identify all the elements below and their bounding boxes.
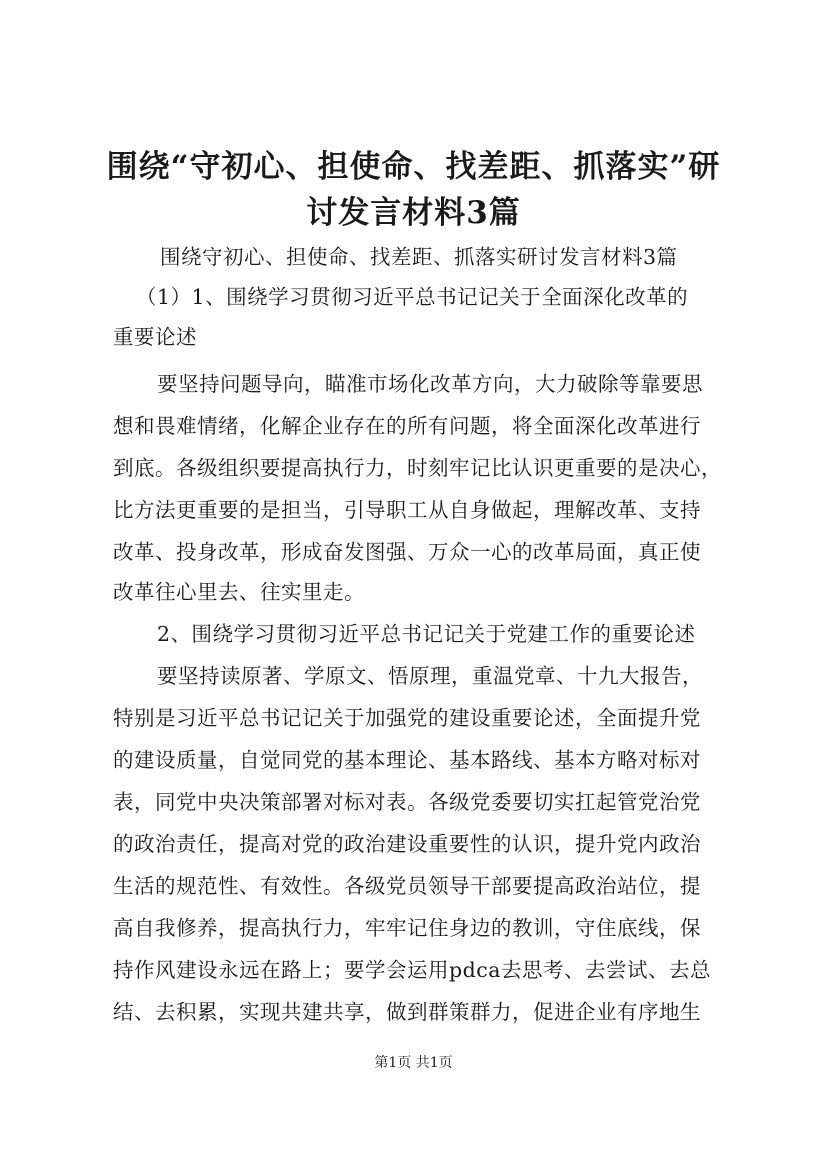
paragraph-line: 要坚持读原著、学原文、悟原理，重温党章、十九大报告， bbox=[157, 664, 703, 688]
paragraph-line: 到底。各级组织要提高执行力，时刻牢记比认识更重要的是决心， bbox=[113, 456, 722, 480]
subtitle-line: 围绕守初心、担使命、找差距、抓落实研讨发言材料3篇 bbox=[160, 245, 678, 269]
paragraph-line: 生活的规范性、有效性。各级党员领导干部要提高政治站位，提 bbox=[113, 874, 701, 898]
paragraph-line: 比方法更重要的是担当，引导职工从自身做起，理解改革、支持 bbox=[113, 498, 701, 522]
paragraph-line: 改革往心里去、往实里走。 bbox=[113, 580, 365, 604]
section-1-heading-line-1: （1）1、围绕学习贯彻习近平总书记记关于全面深化改革的 bbox=[136, 285, 689, 309]
paragraph-line: 想和畏难情绪，化解企业存在的所有问题，将全面深化改革进行 bbox=[113, 414, 701, 438]
paragraph-line: 特别是习近平总书记记关于加强党的建设重要论述，全面提升党 bbox=[113, 706, 701, 730]
paragraph-line: 高自我修养，提高执行力，牢牢记住身边的教训，守住底线，保 bbox=[113, 916, 701, 940]
paragraph-line: 改革、投身改革，形成奋发图强、万众一心的改革局面，真正使 bbox=[113, 540, 701, 564]
paragraph-line: 结、去积累，实现共建共享，做到群策群力，促进企业有序地生 bbox=[113, 1000, 701, 1024]
paragraph-line: 要坚持问题导向，瞄准市场化改革方向，大力破除等靠要思 bbox=[157, 372, 703, 396]
paragraph-line: 持作风建设永远在路上；要学会运用pdca去思考、去尝试、去总 bbox=[113, 958, 711, 982]
section-1-heading-line-2: 重要论述 bbox=[113, 325, 197, 349]
page-footer: 第1页 共1页 bbox=[374, 1055, 453, 1071]
document-title-line-1: 围绕“守初心、担使命、找差距、抓落实”研 bbox=[106, 149, 721, 185]
paragraph-line: 的建设质量，自觉同党的基本理论、基本路线、基本方略对标对 bbox=[113, 748, 701, 772]
paragraph-line: 表，同党中央决策部署对标对表。各级党委要切实扛起管党治党 bbox=[113, 790, 701, 814]
section-2-heading: 2、围绕学习贯彻习近平总书记记关于党建工作的重要论述 bbox=[157, 622, 696, 646]
document-title-line-2: 讨发言材料3篇 bbox=[306, 195, 521, 231]
paragraph-line: 的政治责任，提高对党的政治建设重要性的认识，提升党内政治 bbox=[113, 832, 701, 856]
